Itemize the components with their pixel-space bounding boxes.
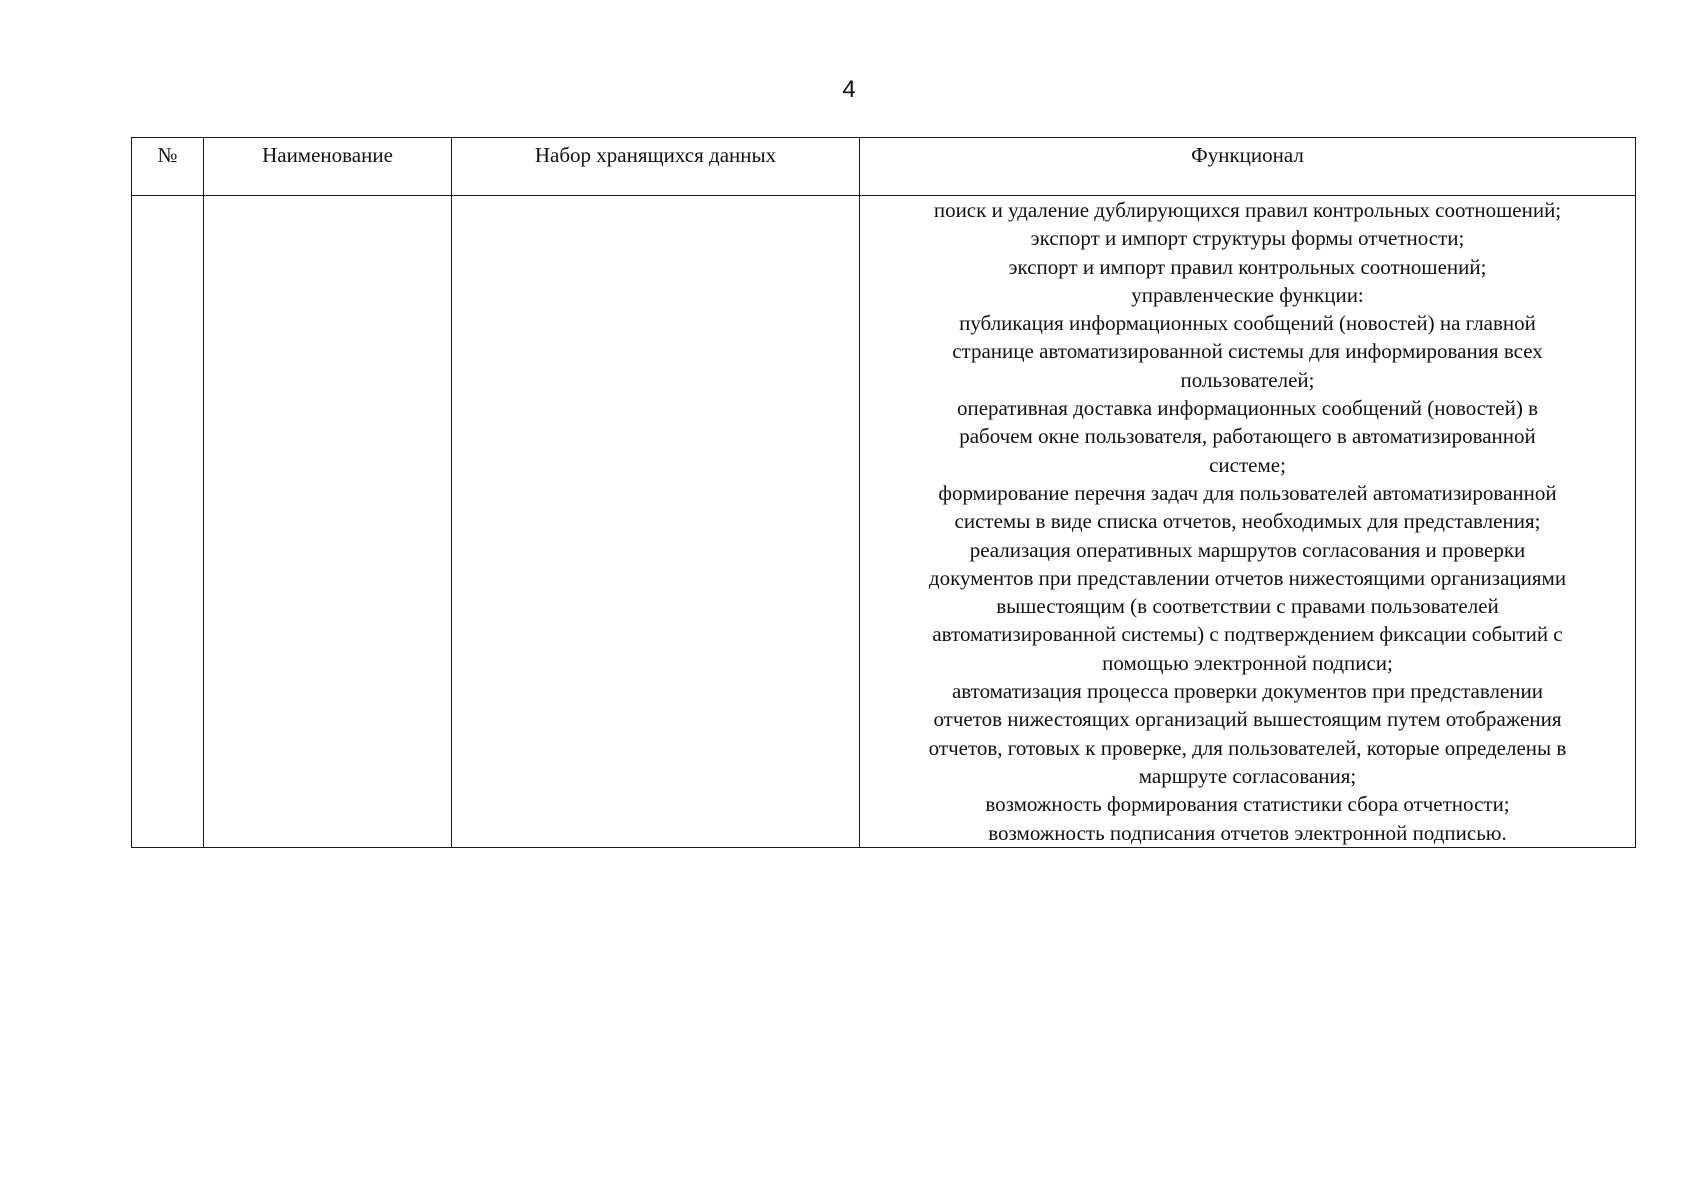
functionality-line: управленческие функции:	[1131, 282, 1364, 307]
cell-stored-data	[452, 196, 860, 848]
table-header-row	[132, 138, 1636, 196]
cell-name	[204, 196, 452, 848]
table-row	[132, 196, 1636, 848]
functionality-line: оперативная доставка информационных сообщений (новостей) в	[956, 396, 1539, 421]
functionality-line: формирование перечня задач для пользователей автоматизированной	[938, 480, 1557, 505]
functionality-line: реализация оперативных маршрутов согласования и проверки	[969, 537, 1526, 562]
functionality-line: помощью электронной подписи;	[1102, 650, 1393, 675]
functionality-line: документов при представлении отчетов нижестоящими организациями	[928, 565, 1567, 590]
cell-number	[132, 196, 204, 848]
functionality-line: возможность подписания отчетов электронной подписью.	[988, 820, 1507, 845]
header-stored-data: Набор хранящихся данных	[452, 138, 860, 196]
functionality-line: отчетов, готовых к проверке, для пользователей, которые определены в	[928, 735, 1567, 760]
functionality-line: экспорт и импорт структуры формы отчетности;	[1030, 226, 1465, 251]
header-functionality: Функционал	[860, 138, 1636, 196]
functionality-line: экспорт и импорт правил контрольных соотношений;	[1008, 254, 1487, 279]
functionality-line: странице автоматизированной системы для информирования всех	[952, 339, 1543, 364]
functional-table	[131, 137, 1636, 848]
functionality-line: возможность формирования статистики сбора отчетности;	[985, 792, 1510, 817]
functionality-line: отчетов нижестоящих организаций вышестоящим путем отображения	[933, 707, 1562, 732]
functionality-line: пользователей;	[1180, 367, 1315, 392]
functionality-line: маршруте согласования;	[1138, 763, 1357, 788]
functionality-line: системы в виде списка отчетов, необходимых для представления;	[954, 509, 1541, 534]
functionality-line: поиск и удаление дублирующихся правил контрольных соотношений;	[933, 198, 1562, 222]
header-number: №	[132, 138, 204, 196]
functionality-line: системе;	[1209, 452, 1286, 477]
header-name: Наименование	[204, 138, 452, 196]
functionality-line: автоматизированной системы) с подтверждением фиксации событий с	[932, 622, 1563, 647]
cell-functionality	[860, 196, 1636, 848]
functionality-line: вышестоящим (в соответствии с правами пользователей	[996, 594, 1499, 619]
functionality-line: рабочем окне пользователя, работающего в автоматизированной	[959, 424, 1536, 449]
page-number: 4	[842, 76, 856, 103]
functionality-line: автоматизация процесса проверки документов при представлении	[951, 679, 1544, 704]
functionality-line: публикация информационных сообщений (новостей) на главной	[959, 311, 1536, 336]
